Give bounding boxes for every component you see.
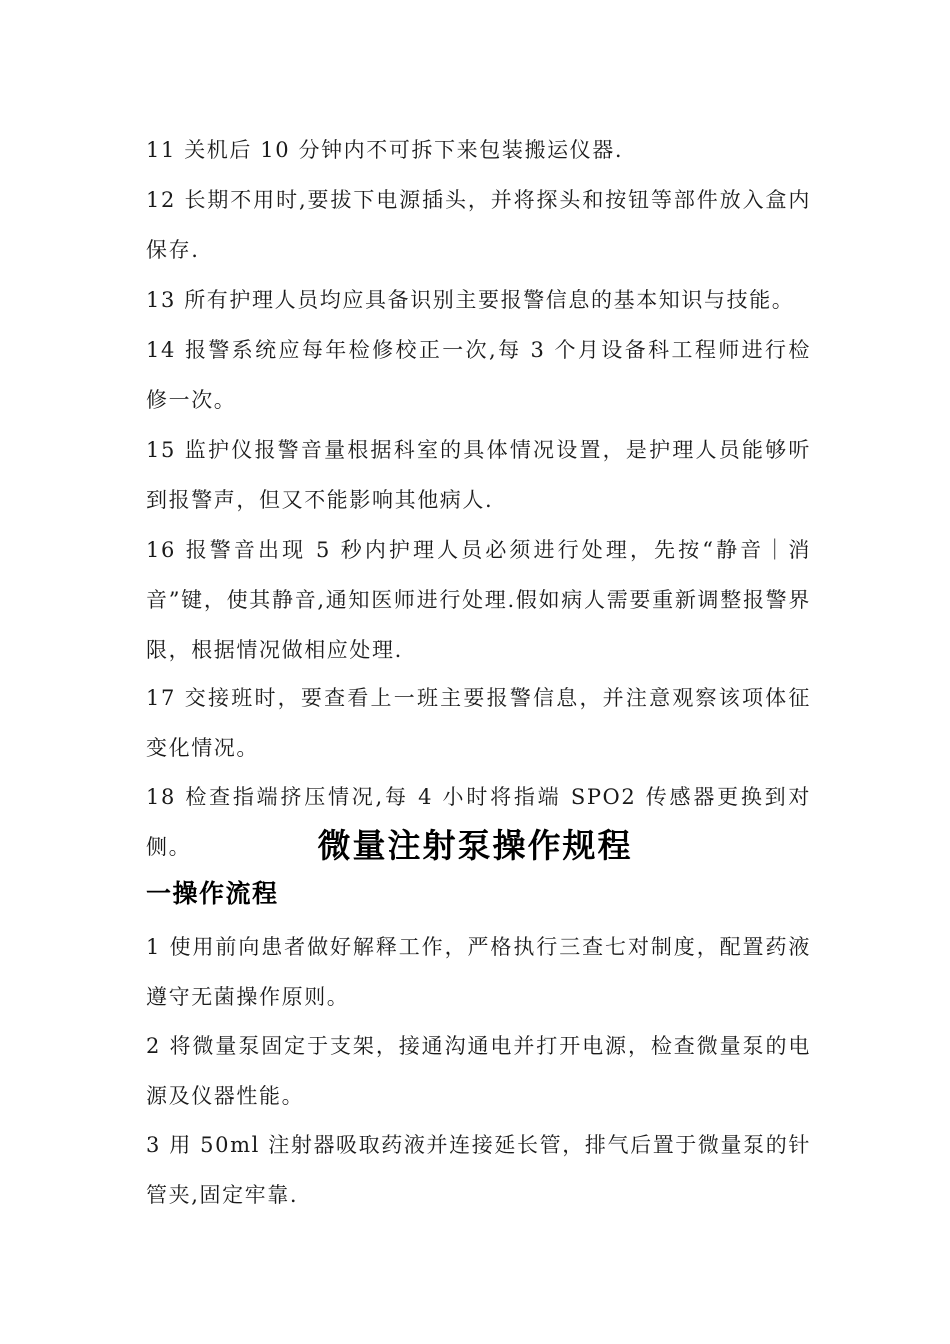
list-item-11: 11 关机后 10 分钟内不可拆下来包装搬运仪器. bbox=[146, 138, 624, 162]
subsection-heading: 一操作流程 bbox=[146, 879, 279, 908]
list-item-18: 18 检查指端挤压情况,每 4 小时将指端 SPO2 传感器更换到对侧。 bbox=[146, 785, 811, 859]
list-item-14: 14 报警系统应每年检修校正一次,每 3 个月设备科工程师进行检修一次。 bbox=[146, 338, 811, 412]
procedure-step-3: 3 用 50ml 注射器吸取药液并连接延长管，排气后置于微量泵的针管夹,固定牢靠. bbox=[146, 1133, 811, 1207]
list-item-13: 13 所有护理人员均应具备识别主要报警信息的基本知识与技能。 bbox=[146, 288, 795, 312]
section-title: 微量注射泵操作规程 bbox=[317, 826, 633, 865]
list-item-16: 16 报警音出现 5 秒内护理人员必须进行处理，先按“静音｜消音”键，使其静音,通知医师进行处理.假如病人需要重新调整报警界限，根据情况做相应处理. bbox=[146, 538, 811, 662]
list-item-15: 15 监护仪报警音量根据科室的具体情况设置，是护理人员能够听到报警声，但又不能影响其他病人. bbox=[146, 438, 811, 512]
list-item-12: 12 长期不用时,要拔下电源插头，并将探头和按钮等部件放入盒内保存. bbox=[146, 188, 811, 262]
list-item-17: 17 交接班时，要查看上一班主要报警信息，并注意观察该项体征变化情况。 bbox=[146, 686, 811, 760]
procedure-step-1: 1 使用前向患者做好解释工作，严格执行三查七对制度，配置药液遵守无菌操作原则。 bbox=[146, 935, 811, 1009]
procedure-step-2: 2 将微量泵固定于支架，接通沟通电并打开电源，检查微量泵的电源及仪器性能。 bbox=[146, 1034, 811, 1108]
